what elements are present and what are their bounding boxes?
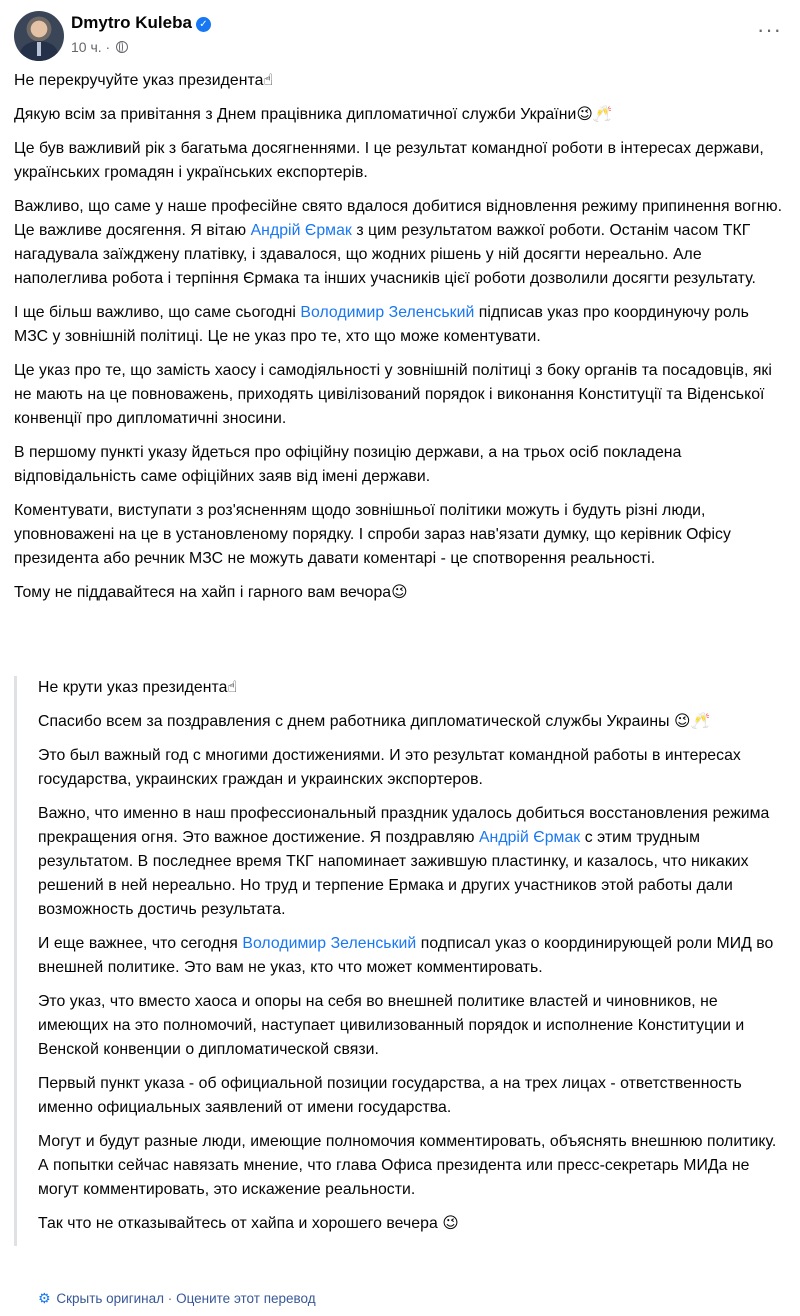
translation-paragraph-5-start: И еще важнее, что сегодня: [38, 935, 243, 952]
post-meta: [71, 38, 128, 56]
post-header: [14, 10, 786, 62]
translation-block: [14, 676, 786, 1246]
translation-paragraph-8: Могут и будут разные люди, имеющие полномочия комментировать, объяснять внешнюю политику. А попытки сейчас навязать мнение, что глава Офиса президента или пресс-секретарь МИДа не могут комментировать, это искажение реальности.: [38, 1133, 777, 1198]
original-paragraph-5-end: підписав указ про координуючу роль МЗС у зовнішній політиці. Це не указ про те, хто що може коментувати.: [14, 304, 749, 345]
post-time[interactable]: 10 ч.: [71, 39, 102, 55]
globe-icon[interactable]: [116, 41, 128, 53]
hide-original-link[interactable]: Скрыть оригинал: [56, 1291, 165, 1306]
original-paragraph-4: [14, 195, 786, 291]
author-name[interactable]: Dmytro Kuleba: [71, 13, 192, 32]
translation-paragraph-5-end: подписал указ о координирующей роли МИД во внешней политике. Это вам не указ, кто что может комментировать.: [38, 935, 774, 976]
translation-paragraph-2: Спасибо всем за поздравления с днем работника дипломатической службы Украины 😉🥂: [38, 713, 711, 730]
verified-badge-icon: ✓: [196, 17, 211, 32]
author-name-row: [71, 13, 211, 33]
original-paragraph-6: Це указ про те, що замість хаосу і самодіяльності у зовнішній політиці з боку органів та посадовців, які не мають на це повноважень, приходять цивілізований порядок і виконання Конституції та Віденської конвенції про дипломатичні зносини.: [14, 362, 772, 427]
original-paragraph-8: Коментувати, виступати з роз'ясненням щодо зовнішньої політики можуть і будуть різні люди, уповноважені на це в установленому порядку. І спроби зараз нав'язати думку, що керівник Офісу президента або речник МЗС не можуть давати коментарі - це спотворення реальності.: [14, 502, 731, 567]
mention-volodymyr-zelenskyi[interactable]: Володимир Зеленський: [300, 304, 475, 321]
original-paragraph-4-start: Важливо, що саме у наше професійне свято вдалося добитися відновлення режиму припинення вогню. Це важливе досягення. Я вітаю: [14, 198, 783, 239]
original-paragraph-2: Дякую всім за привітання з Днем працівника дипломатичної служби України😉🥂: [14, 106, 613, 123]
translation-paragraph-5: [38, 932, 786, 980]
original-paragraph-5-start: І ще більш важливо, що саме сьогодні: [14, 304, 301, 321]
gear-icon: ⚙: [38, 1290, 51, 1306]
post-original-text: [14, 69, 786, 615]
translation-paragraph-4: [38, 802, 786, 922]
translation-paragraph-4-end: с этим трудным результатом. В последнее время ТКГ напоминает зажившую пластинку, и казалось, что никаких решений в ней нереально. Но труд и терпение Ермака и других участников этой работы дали возможность достичь результата.: [38, 829, 749, 918]
original-paragraph-9: Тому не піддавайтеся на хайп і гарного вам вечора😉: [14, 584, 408, 601]
original-paragraph-5: [14, 301, 786, 349]
mention-andrii-yermak[interactable]: Андрій Єрмак: [250, 222, 352, 239]
avatar[interactable]: [14, 11, 64, 61]
original-paragraph-7: В першому пункті указу йдеться про офіційну позицію держави, а на трьох осіб покладена відповідальність саме офіційних заяв від імені держави.: [14, 444, 682, 485]
rate-translation-link[interactable]: Оцените этот перевод: [176, 1291, 316, 1306]
original-paragraph-4-end: з цим результатом важкої роботи. Останім часом ТКГ нагадувала заїжджену платівку, і здавалося, що жодних рішень у ній досягти нереально. Але наполеглива робота і терпіння Єрмака та інших учасників цієї роботи дозволили досягти результату.: [14, 222, 756, 287]
translation-paragraph-9: Так что не отказывайтесь от хайпа и хорошего вечера 😉: [38, 1215, 459, 1232]
footer-separator: ·: [167, 1291, 173, 1306]
translation-paragraph-3: Это был важный год с многими достижениями. И это результат командной работы в интересах государства, украинских граждан и украинских экспортеров.: [38, 747, 741, 788]
translation-footer: [38, 1288, 316, 1309]
translation-paragraph-4-start: Важно, что именно в наш профессиональный праздник удалось добиться восстановления режима прекращения огня. Это важное достижение. Я поздравляю: [38, 805, 770, 846]
translation-mention-volodymyr-zelenskyi[interactable]: Володимир Зеленський: [242, 935, 417, 952]
avatar-tie: [37, 42, 41, 56]
translation-paragraph-7: Первый пункт указа - об официальной позиции государства, а на трех лицах - ответственность именно официальных заявлений от имени государства.: [38, 1075, 742, 1116]
original-paragraph-3: Це був важливий рік з багатьма досягненнями. І це результат командної роботи в інтересах держави, українських громадян і українських експортерів.: [14, 140, 764, 181]
meta-separator: ·: [105, 39, 111, 55]
original-paragraph-1: Не перекручуйте указ президента☝: [14, 72, 274, 89]
more-options-button[interactable]: ···: [757, 17, 782, 42]
translation-paragraph-6: Это указ, что вместо хаоса и опоры на себя во внешней политике властей и чиновников, не имеющих на это полномочий, наступает цивилизованный порядок и исполнение Конституции и Венской конвенции о дипломатической связи.: [38, 993, 745, 1058]
translation-paragraph-1: Не крути указ президента☝: [38, 679, 238, 696]
translation-mention-andrii-yermak[interactable]: Андрій Єрмак: [478, 829, 581, 846]
